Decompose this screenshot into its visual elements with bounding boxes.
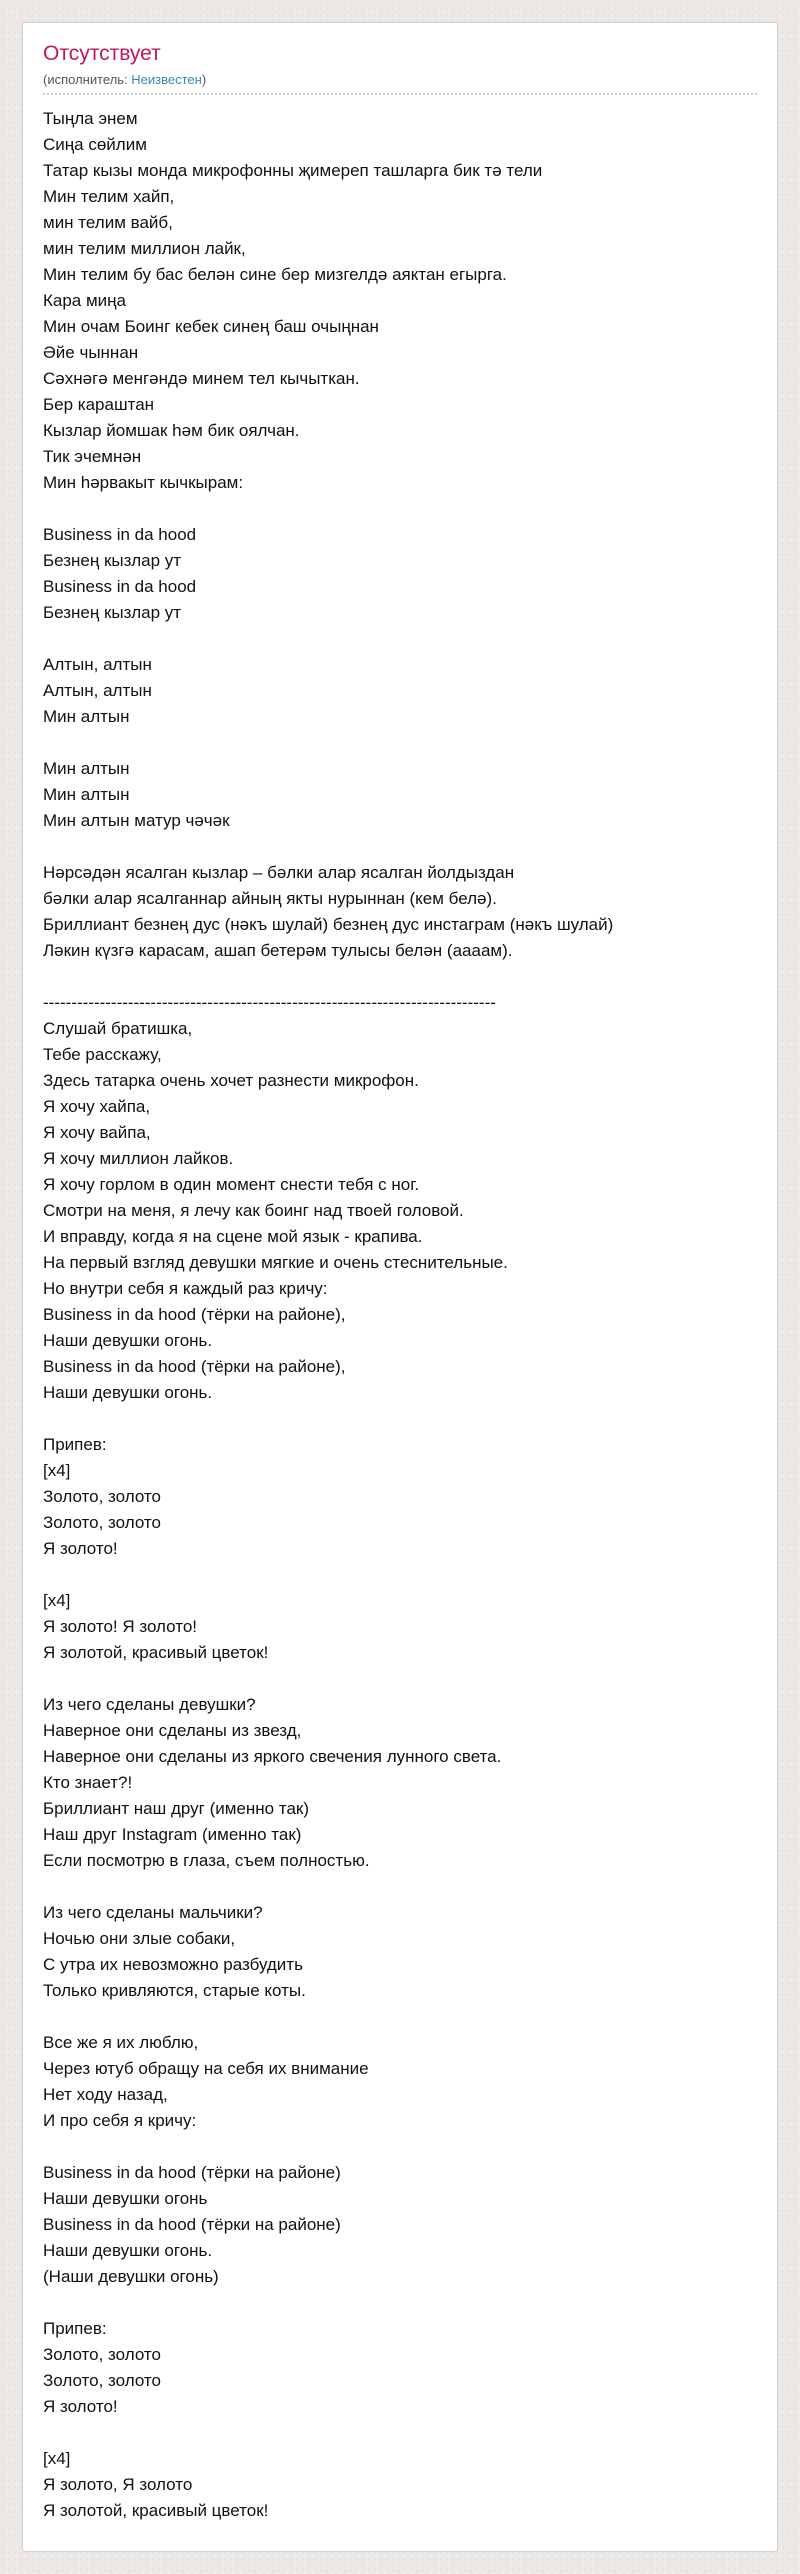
- performer-prefix: (исполнитель:: [43, 72, 132, 87]
- lyrics-card: [22, 22, 778, 2552]
- performer-suffix: ): [201, 72, 207, 87]
- performer-line: [43, 72, 206, 88]
- song-title: Отсутствует: [43, 42, 161, 65]
- header-divider: [43, 93, 757, 95]
- lyrics-text: Тыңла энем Сиңа сөйлим Татар кызы монда микрофонны җимереп ташларга бик тә тели Мин телим хайп, мин телим вайб, мин телим миллион лайк, Мин телим бу бас белән сине бер мизгелдә аяктан егырга. Кара миңа Мин очам Боинг кебек синең баш очыңнан Әйе чыннан Сәхнәгә менгәндә минем тел кычыткан. Бер караштан Кызлар йомшак һәм бик оялчан. Тик эчемнән Мин һәрвакыт кычкырам: Business in da hood Безнең кызлар ут Business in da hood Безнең кызлар ут Алтын, алтын Алтын, алтын Мин алтын Мин алтын Мин алтын Мин алтын матур чәчәк Нәрсәдән ясалган кызлар – бәлки алар ясалган йолдыздан бәлки алар ясалганнар айның якты нурыннан (кем белә). Бриллиант безнең дус (нәкъ шулай) безнең дус инстаграм (нәкъ шулай) Ләкин күзгә карасам, ашап бетерәм тулысы белән (аааам). -------------------------------------------------------------------------------- Слушай братишка, Тебе расскажу, Здесь татарка очень хочет разнести микрофон. Я хочу хайпа, Я хочу вайпа, Я хочу миллион лайков. Я хочу горлом в один момент снести тебя с ног. Смотри на меня, я лечу как боинг над твоей головой. И вправду, когда я на сцене мой язык - крапива. На первый взгляд девушки мягкие и очень стеснительные. Но внутри себя я каждый раз кричу: Business in da hood (тёрки на районе), Наши девушки огонь. Business in da hood (тёрки на районе), Наши девушки огонь. Припев: [x4] Золото, золото Золото, золото Я золото! [x4] Я золото! Я золото! Я золотой, красивый цветок! Из чего сделаны девушки? Наверное они сделаны из звезд, Наверное они сделаны из яркого свечения лунного света. Кто знает?! Бриллиант наш друг (именно так) Наш друг Instagram (именно так) Если посмотрю в глаза, съем полностью. Из чего сделаны мальчики? Ночью они злые собаки, С утра их невозможно разбудить Только кривляются, старые коты. Все же я их люблю, Через ютуб обращу на себя их внимание Нет ходу назад, И про себя я кричу: Business in da hood (тёрки на районе) Наши девушки огонь Business in da hood (тёрки на районе) Наши девушки огонь. (Наши девушки огонь) Припев: Золото, золото Золото, золото Я золото! [x4] Я золото, Я золото Я золотой, красивый цветок!: [43, 109, 614, 2520]
- performer-link[interactable]: Неизвестен: [131, 72, 202, 87]
